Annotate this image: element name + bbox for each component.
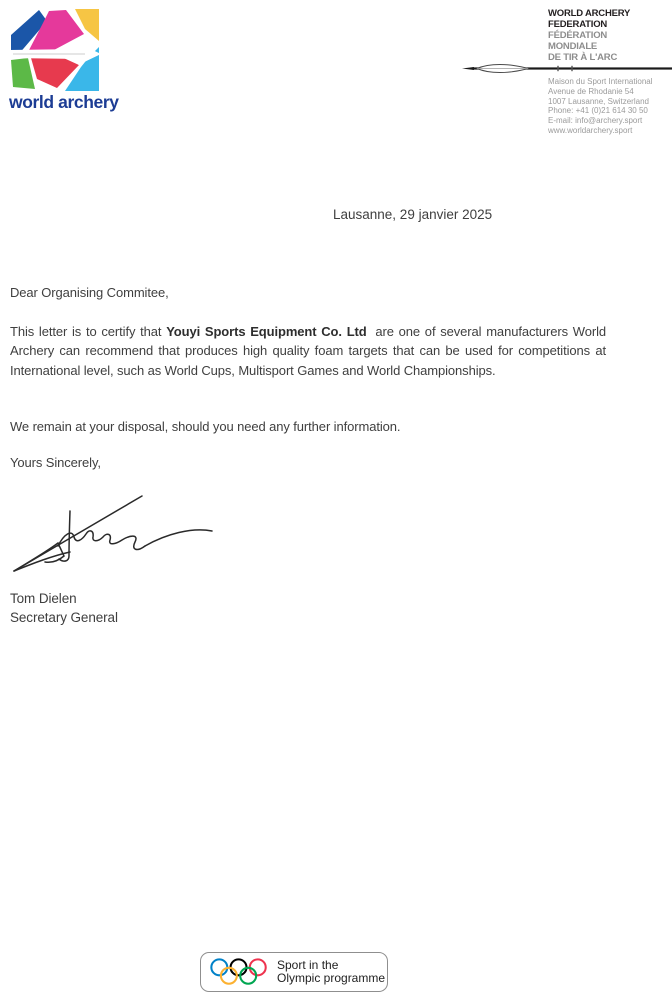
- arrow-icon: [462, 62, 672, 75]
- org-name-en-line: WORLD ARCHERY: [548, 8, 631, 19]
- salutation: Dear Organising Commitee,: [10, 285, 169, 300]
- signer-name: Tom Dielen: [10, 591, 77, 606]
- availability-paragraph: We remain at your disposal, should you need any further information.: [10, 419, 401, 434]
- org-name-block: [548, 8, 668, 63]
- certify-text-post: are one of several manufacturers World Archery can recommend that produces high quality foam targets that can be used for competitions at International level, such as World Cups, Multisport Games and World Championships.: [10, 324, 606, 378]
- address-line: Maison du Sport International: [548, 77, 653, 86]
- address-line: E-mail: info@archery.sport: [548, 116, 643, 126]
- badge-text: [277, 959, 385, 986]
- badge-line: Olympic programme: [277, 971, 386, 985]
- certify-paragraph: [10, 322, 606, 380]
- world-archery-logo-icon: [9, 7, 101, 93]
- signer-title: Secretary General: [10, 610, 118, 625]
- address-line: www.worldarchery.sport: [548, 125, 633, 135]
- org-name-fr-line: DE TIR À L'ARC: [548, 52, 618, 63]
- badge-line: Sport in the: [277, 957, 339, 972]
- certify-text-pre: This letter is to certify that: [10, 324, 167, 339]
- org-name-fr-line: FÉDÉRATION: [548, 30, 608, 41]
- address-line: Phone: +41 (0)21 614 30 50: [548, 106, 648, 116]
- org-name-fr-line: MONDIALE: [548, 41, 598, 52]
- closing: Yours Sincerely,: [10, 455, 101, 470]
- address-line: Avenue de Rhodanie 54: [548, 86, 634, 96]
- org-name-en-line: FEDERATION: [548, 19, 608, 30]
- olympic-rings-icon: [209, 957, 269, 987]
- signature-image: [6, 482, 220, 580]
- logo-wordmark: world archery: [9, 92, 119, 112]
- dateline: Lausanne, 29 janvier 2025: [333, 207, 493, 222]
- address-block: [548, 77, 672, 136]
- address-line: 1007 Lausanne, Switzerland: [548, 96, 649, 106]
- olympic-programme-badge: [200, 952, 388, 992]
- manufacturer-name: Youyi Sports Equipment Co. Ltd: [166, 324, 367, 339]
